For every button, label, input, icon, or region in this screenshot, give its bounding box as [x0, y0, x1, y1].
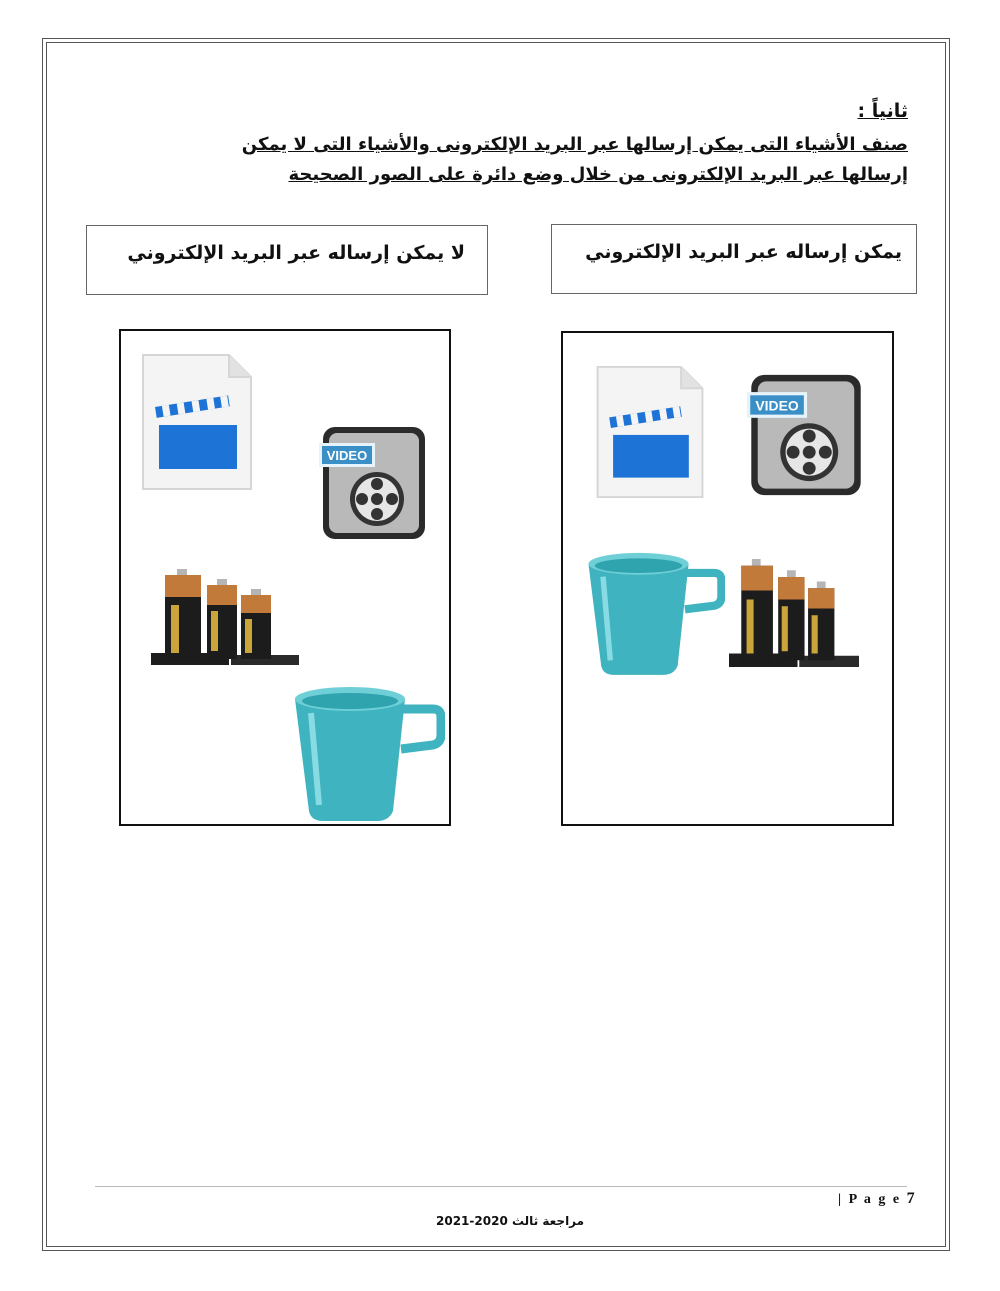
batteries-image[interactable]	[151, 569, 299, 665]
mug-image[interactable]	[289, 683, 445, 823]
video-badge-label: VIDEO	[326, 448, 368, 463]
footer-divider	[95, 1186, 907, 1187]
instructions-line-2: إرسالها عبر البريد الإلكترونى من خلال وضع دائرة على الصور الصحيحة	[288, 164, 908, 185]
can-send-panel	[561, 331, 894, 826]
can-send-label-box	[551, 224, 917, 294]
cannot-send-panel	[119, 329, 451, 826]
instructions-line-1: صنف الأشياء التى يمكن إرسالها عبر البريد الإلكترونى والأشياء التى لا يمكن	[241, 134, 908, 155]
video-badge-label: VIDEO	[755, 397, 799, 414]
video-file-icon[interactable]	[747, 369, 865, 501]
can-send-label: يمكن إرساله عبر البريد الإلكتروني	[585, 241, 902, 263]
footer-review-text: مراجعة ثالث 2020-2021	[436, 1214, 585, 1228]
movie-file-icon[interactable]	[595, 365, 705, 499]
mug-image[interactable]	[583, 547, 725, 679]
section-heading: ثانياً :	[857, 100, 908, 122]
cannot-send-label: لا يمكن إرساله عبر البريد الإلكتروني	[127, 242, 465, 264]
page-number	[838, 1190, 915, 1208]
movie-file-icon[interactable]	[141, 353, 253, 491]
page-number-value: 7	[906, 1190, 915, 1207]
page-label-text: | P a g e	[838, 1192, 902, 1207]
batteries-image[interactable]	[729, 559, 859, 667]
video-file-icon[interactable]	[319, 423, 429, 543]
cannot-send-label-box	[86, 225, 488, 295]
